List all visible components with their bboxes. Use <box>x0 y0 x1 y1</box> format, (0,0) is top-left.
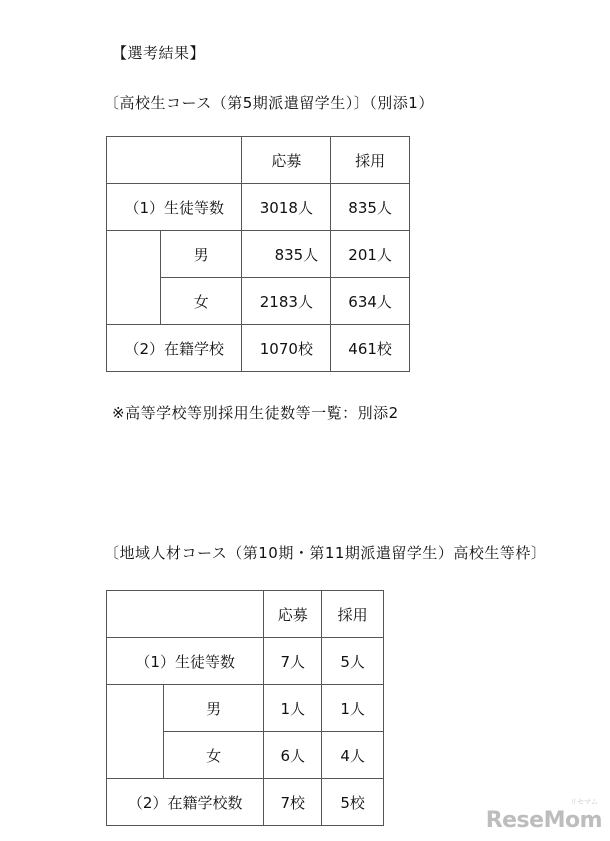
header-blank-cell <box>107 591 264 638</box>
table-row <box>107 325 410 372</box>
row-label-students: （1）生徒等数 <box>107 184 242 231</box>
row-label-male: 男 <box>160 231 242 278</box>
cell-students-applied: 3018人 <box>242 184 331 231</box>
cell-students-applied: 7人 <box>264 638 322 685</box>
table-row <box>107 231 410 278</box>
cell-students-adopted: 5人 <box>322 638 384 685</box>
row-label-female: 女 <box>163 732 264 779</box>
table-row <box>107 685 384 732</box>
cell-female-applied: 2183人 <box>242 278 331 325</box>
header-applied: 応募 <box>264 591 322 638</box>
watermark-subtext: リセマム <box>570 798 598 806</box>
header-blank-cell <box>107 137 242 184</box>
section2-title: 〔地域人材コース（第10期・第11期派遣留学生）高校生等枠〕 <box>104 544 547 562</box>
table-header-row <box>107 591 384 638</box>
table-row <box>107 184 410 231</box>
row-label-students: （1）生徒等数 <box>107 638 264 685</box>
section1-table <box>106 136 410 372</box>
row-label-male: 男 <box>163 685 264 732</box>
header-applied: 応募 <box>242 137 331 184</box>
header-adopted: 採用 <box>331 137 410 184</box>
section1-title: 〔高校生コース（第5期派遣留学生）〕（別添1） <box>104 94 434 112</box>
cell-schools-adopted: 461校 <box>331 325 410 372</box>
table-header-row <box>107 137 410 184</box>
cell-male-adopted: 1人 <box>322 685 384 732</box>
cell-male-adopted: 201人 <box>331 231 410 278</box>
cell-male-applied: 1人 <box>264 685 322 732</box>
cell-students-adopted: 835人 <box>331 184 410 231</box>
cell-female-adopted: 634人 <box>331 278 410 325</box>
row-label-schools: （2）在籍学校 <box>107 325 242 372</box>
cell-schools-applied: 7校 <box>264 779 322 826</box>
indent-blank-cell <box>107 231 161 325</box>
row-label-female: 女 <box>160 278 242 325</box>
section1-note: ※高等学校等別採用生徒数等一覧：別添2 <box>112 404 399 422</box>
cell-schools-adopted: 5校 <box>322 779 384 826</box>
cell-female-applied: 6人 <box>264 732 322 779</box>
cell-male-applied: 835人 <box>242 231 331 278</box>
indent-blank-cell <box>107 685 164 779</box>
row-label-schools: （2）在籍学校数 <box>107 779 264 826</box>
cell-female-adopted: 4人 <box>322 732 384 779</box>
resemom-watermark-logo: ReseMom <box>485 808 602 833</box>
section2-table <box>106 590 384 826</box>
cell-schools-applied: 1070校 <box>242 325 331 372</box>
page-heading: 【選考結果】 <box>112 44 206 62</box>
table-row <box>107 638 384 685</box>
header-adopted: 採用 <box>322 591 384 638</box>
table-row <box>107 779 384 826</box>
